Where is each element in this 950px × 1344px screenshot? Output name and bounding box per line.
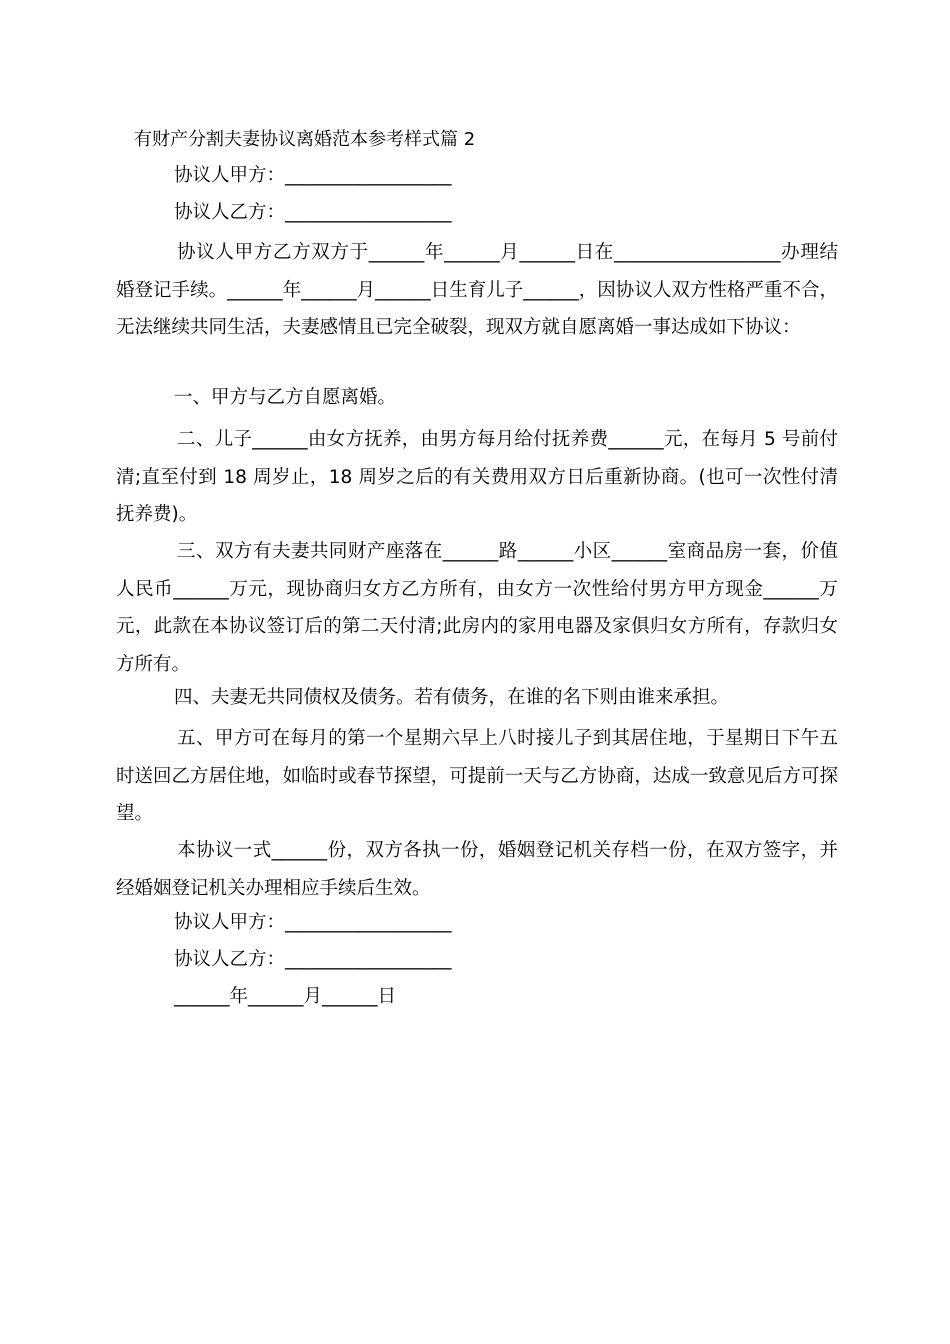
sign-party-b-line: 协议人乙方：__________________ [174,949,452,970]
sign-party-a-line: 协议人甲方：__________________ [174,912,452,933]
copies-paragraph: 本协议一式______份，双方各执一份，婚姻登记机关存档一份，在双方签字，并经婚姻登记机关办理相应手续后生效。 [116,840,838,899]
header-party-a-line: 协议人甲方：__________________ [174,165,452,186]
sign-date-line: ______年______月______日 [174,986,397,1007]
intro-paragraph: 协议人甲方乙方双方于______年______月______日在__________________办理结婚登记手续。______年______月______日生育儿子______，因协议人双方性格严重不合，无法继续共同生活，夫妻感情且已完全破裂，现双方就自愿离婚一事达成如下协议： [116,242,838,338]
clause-3: 三、双方有夫妻共同财产座落在______路______小区______室商品房一套，价值人民币______万元，现协商归女方乙方所有，由女方一次性给付男方甲方现金______万元，此款在本协议签订后的第二天付清;此房内的家用电器及家俱归女方所有，存款归女方所有。 [116,541,838,675]
clause-2: 二、儿子______由女方抚养，由男方每月给付抚养费______元，在每月 5 号前付清;直至付到 18 周岁止，18 周岁之后的有关费用双方日后重新协商。(也可一次性付清抚养费)。 [116,429,838,525]
header-party-b-line: 协议人乙方：__________________ [174,202,452,223]
clause-5: 五、甲方可在每月的第一个星期六早上八时接儿子到其居住地，于星期日下午五时送回乙方居住地，如临时或春节探望，可提前一天与乙方协商，达成一致意见后方可探望。 [116,728,838,824]
document-title: 有财产分割夫妻协议离婚范本参考样式篇 2 [134,129,476,150]
clause-4: 四、夫妻无共同债权及债务。若有债务，在谁的名下则由谁来承担。 [174,687,730,708]
clause-1: 一、甲方与乙方自愿离婚。 [174,387,397,408]
